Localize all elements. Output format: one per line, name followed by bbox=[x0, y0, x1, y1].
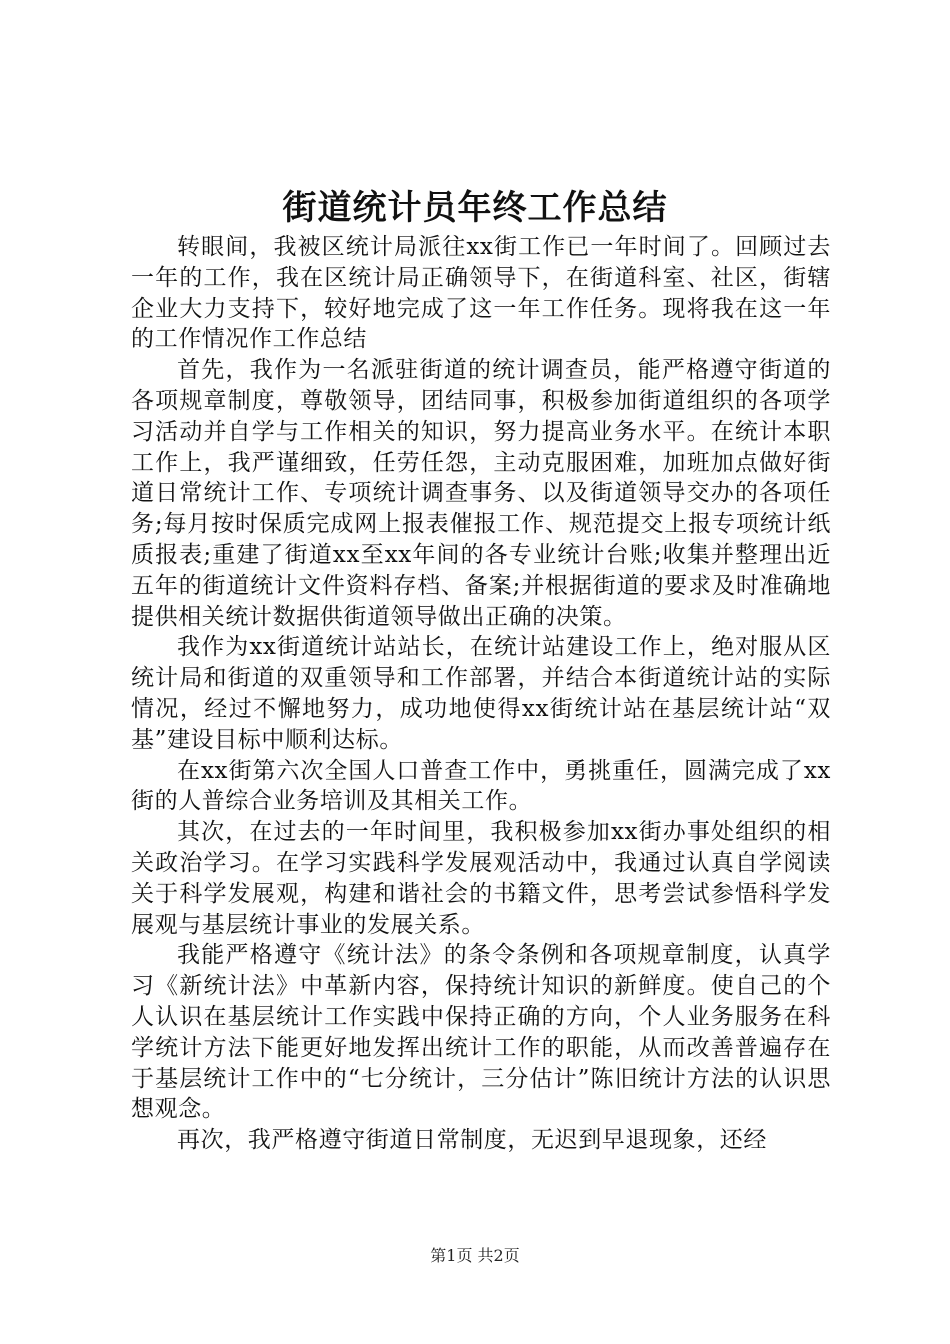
paragraph: 我能严格遵守《统计法》的条令条例和各项规章制度，认真学习《新统计法》中革新内容，保持统计知识的新鲜度。使自己的个人认识在基层统计工作实践中保持正确的方向，个人业务服务在科学统计方法下能更好地发挥出统计工作的职能，从而改善普遍存在于基层统计工作中的“七分统计，三分估计”陈旧统计方法的认识思想观念。 bbox=[131, 942, 831, 1123]
paragraph: 首先，我作为一名派驻街道的统计调查员，能严格遵守街道的各项规章制度，尊敬领导，团结同事，积极参加街道组织的各项学习活动并自学与工作相关的知识，努力提高业务水平。在统计本职工作上，我严谨细致，任劳任怨，主动克服困难，加班加点做好街道日常统计工作、专项统计调查事务、以及街道领导交办的各项任务;每月按时保质完成网上报表催报工作、规范提交上报专项统计纸质报表;重建了街道xx至xx年间的各专业统计台账;收集并整理出近五年的街道统计文件资料存档、备案;并根据街道的要求及时准确地提供相关统计数据供街道领导做出正确的决策。 bbox=[131, 357, 831, 630]
document-body bbox=[131, 232, 831, 1156]
page-number: 第1页 共2页 bbox=[430, 1246, 520, 1265]
paragraph: 再次，我严格遵守街道日常制度，无迟到早退现象，还经 bbox=[177, 1127, 767, 1154]
paragraph: 我作为xx街道统计站站长，在统计站建设工作上，绝对服从区统计局和街道的双重领导和工作部署，并结合本街道统计站的实际情况，经过不懈地努力，成功地使得xx街统计站在基层统计站“双基”建设目标中顺利达标。 bbox=[131, 634, 831, 753]
paragraph: 在xx街第六次全国人口普查工作中，勇挑重任，圆满完成了xx街的人普综合业务培训及其相关工作。 bbox=[131, 757, 831, 815]
paragraph: 转眼间，我被区统计局派往xx街工作已一年时间了。回顾过去一年的工作，我在区统计局正确领导下，在街道科室、社区，街辖企业大力支持下，较好地完成了这一年工作任务。现将我在这一年的工作情况作工作总结 bbox=[131, 234, 831, 353]
paragraph: 其次，在过去的一年时间里，我积极参加xx街办事处组织的相关政治学习。在学习实践科学发展观活动中，我通过认真自学阅读关于科学发展观，构建和谐社会的书籍文件，思考尝试参悟科学发展观与基层统计事业的发展关系。 bbox=[131, 819, 831, 938]
document-title: 街道统计员年终工作总结 bbox=[282, 188, 668, 228]
